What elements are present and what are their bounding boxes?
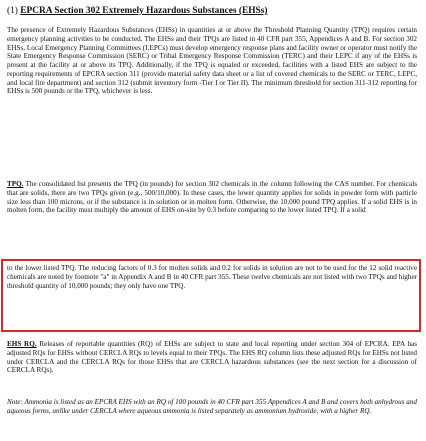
section-heading bbox=[7, 5, 268, 17]
ehs-rq-text: Releases of reportable quantities (RQ) of EHSs are subject to state and local reporting under section 304 of EPCRA. EPA has adjusted RQs for EHSs without CERCLA RQs to levels equal to their TPQs. The EHS RQ column lists these adjusted RQs for EHSs not listed under CERCLA and the CERCLA RQs for those EHSs that are CERCLA hazardous substances (see the next section for a discussion of CERCLA RQs). bbox=[7, 340, 417, 375]
ammonia-note: Note: Ammonia is listed as an EPCRA EHS with an RQ of 100 pounds in 40 CFR part 355 Appendices A and B and covers both anhydrous and aqueous forms, unlike under CERCLA where aqueous ammonia is listed separately as ammonium hydroxide, with a higher RQ. bbox=[7, 398, 417, 415]
ehs-rq-label: EHS RQ. bbox=[7, 340, 37, 348]
tpq-label: TPQ. bbox=[7, 180, 24, 188]
tpq-text: The consolidated list presents the TPQ (in pounds) for section 302 chemicals in the column following the CAS number. For chemicals that are solids, there are two TPQs given (e.g., 500/10,000). In these cases, the lower quantity applies for solids in powder form with particle size less than 100 microns, or if the substance is in solution or in molten form. Otherwise, the 10,000 pound TPQ applies. If a solid EHS is in molten form, the facility must multiply the amount of EHS on-site by 0.3 before comparing to the lower listed TPQ. If a solid bbox=[7, 180, 417, 215]
section-title: EPCRA Section 302 Extremely Hazardous Substances (EHSs) bbox=[20, 6, 268, 16]
intro-paragraph: The presence of Extremely Hazardous Substances (EHSs) in quantities at or above the Threshold Planning Quantity (TPQ) requires certain emergency planning activities to be conducted. The EHSs and their TPQs are listed in 40 CFR part 355, Appendices A and B. For section 302 EHSs, Local Emergency Planning Committees (LEPCs) must develop emergency response plans and facility owner or operator must notify the State Emergency Response Commission (SERC) or Tribal Emergency Response Commission (TERC) and their LEPC if any of the EHSs is present at the facility at or above its TPQ. Additionally, if the TPQ is equaled or exceeded, facilities with a listed EHS are subject to the reporting requirements of EPCRA section 311 (provide material safety data sheet or a list of covered chemicals to the SERC or TERC, LEPC, and local fire department) and section 312 (submit inventory form -Tier I or Tier II). The minimum threshold for section 311-312 reporting for EHSs is 500 pounds or the TPQ, whichever is less. bbox=[7, 26, 417, 96]
highlighted-paragraph: to the lower listed TPQ. The reducing factors of 0.3 for molten solids and 0.2 for solids in solution are not to be used for the 12 solid reactive chemicals are noted by footnote "a" in Appendix A and B in 40 CFR part 355. These twelve chemicals are not listed with two TPQs and higher threshold quantity of 10,000 pounds; they only have one TPQ. bbox=[7, 264, 417, 290]
ehs-rq-paragraph bbox=[7, 340, 417, 375]
tpq-paragraph bbox=[7, 180, 417, 250]
section-number: (1) bbox=[7, 6, 18, 16]
